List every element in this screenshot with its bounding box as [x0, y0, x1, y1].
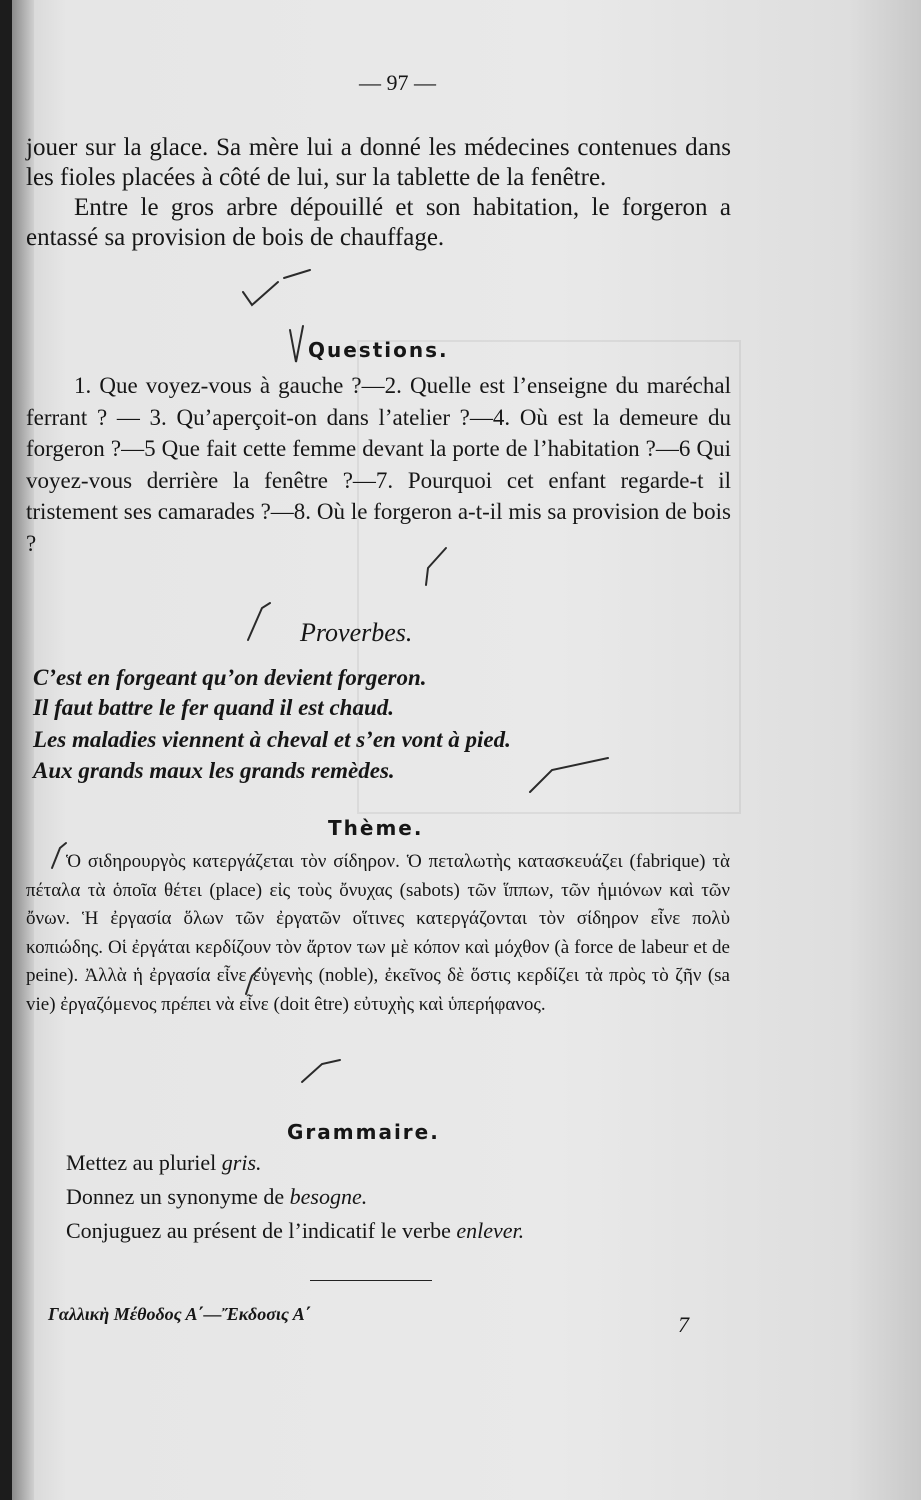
theme-greek-text: Ὁ σιδηρουργὸς κατεργάζεται τὸν σίδηρον. Ὁ πεταλωτὴς κατασκευάζει (fabrique) τὰ πέταλα τὰ ὁποῖα θέτει (place) εἰς τοὺς ὄνυχας (sabots) τῶν ἵππων, τῶν ἡμιόνων καὶ τῶν ὄνων. Ἡ ἐργασία ὅλων τῶν ἐργατῶν οἵτινες κατεργάζονται τὸν σίδηρον εἶνε πολὺ κοπιώδης. Οἱ ἐργάται κερδίζουν τὸν ἄρτον των μὲ κόπον καὶ μόχθον (à force de labeur et de peine). Ἀλλὰ ἡ ἐργασία εἶνε εὐγενὴς (noble), ἐκεῖνος δὲ ὅστις κερδίζει τὰ πρὸς τὸ ζῆν (sa vie) ἐργαζόμενος πρέπει νὰ εἶνε (doit être) εὐτυχὴς καὶ ὑπερήφανος.: [26, 851, 730, 1015]
paragraph-continuation: jouer sur la glace. Sa mère lui a donné les médecines contenues dans les fioles placées à côté de lui, sur la tablette de la fenêtre.: [26, 134, 731, 191]
proverb-line: C’est en forgeant qu’on devient forgeron.: [33, 665, 427, 690]
proverb-line: Aux grands maux les grands remèdes.: [33, 758, 395, 783]
grammar-exercise: [66, 1184, 367, 1210]
proverb-line: Les maladies viennent à cheval et s’en vont à pied.: [33, 727, 511, 752]
exercise-text: Mettez au pluriel: [66, 1150, 222, 1175]
grammar-heading: Grammaire.: [287, 1120, 440, 1144]
exercise-word: besogne.: [289, 1184, 368, 1209]
page-number: — 97 —: [359, 70, 436, 95]
signature-number: 7: [678, 1312, 689, 1337]
grammar-exercise: [66, 1218, 524, 1244]
proverbs-heading: Proverbes.: [300, 618, 413, 647]
exercise-text: Conjuguez au présent de l’indicatif le verbe: [66, 1218, 457, 1243]
grammar-exercise: [66, 1150, 262, 1176]
questions-heading: Questions.: [308, 338, 449, 362]
questions-text: 1. Que voyez-vous à gauche ?—2. Quelle est l’enseigne du maréchal ferrant ? — 3. Qu’aperçoit-on dans l’atelier ?—4. Où est la demeure du forgeron ?—5 Que fait cette femme devant la porte de l’habitation ?—6 Qui voyez-vous derrière la fenêtre ?—7. Pourquoi cet enfant regarde-t il tristement ses camarades ?—8. Où le forgeron a-t-il mis sa provision de bois ?: [26, 373, 731, 556]
theme-heading: Thème.: [328, 816, 424, 840]
paragraph-forgeron: Entre le gros arbre dépouillé et son habitation, le forgeron a entassé sa provision de bois de chauffage.: [26, 194, 731, 251]
footer-title: Γαλλικὴ Μέθοδος Α΄—Ἔκδοσις Α΄: [48, 1304, 311, 1324]
body-text: [26, 133, 731, 253]
exercise-text: Donnez un synonyme de: [66, 1184, 290, 1209]
proverb-line: Il faut battre le fer quand il est chaud.: [33, 695, 394, 720]
footer-rule: [310, 1280, 432, 1281]
exercise-word: gris.: [221, 1150, 262, 1175]
exercise-word: enlever.: [456, 1218, 525, 1243]
